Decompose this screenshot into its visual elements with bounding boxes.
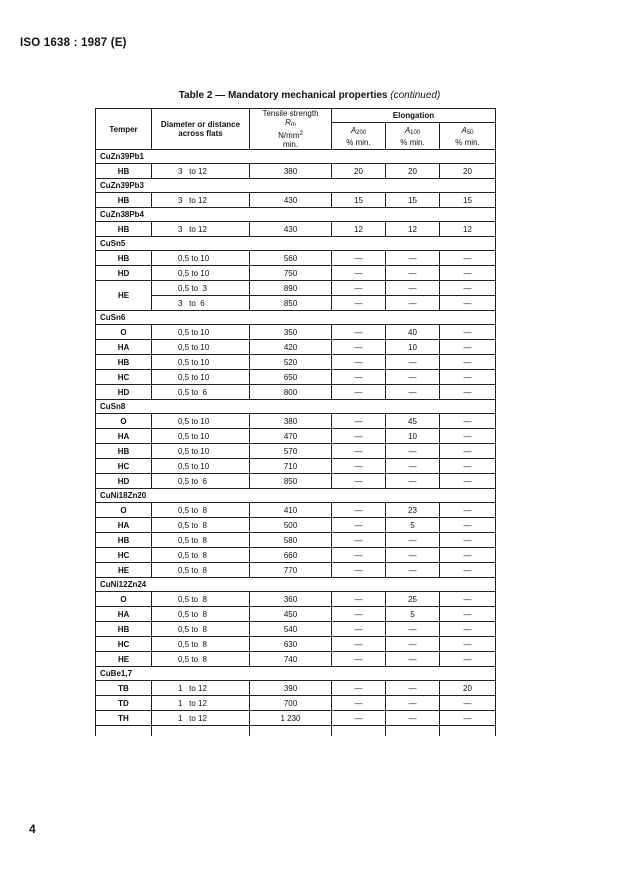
a100-cell: 10 bbox=[386, 429, 440, 444]
table-row bbox=[96, 266, 496, 281]
header-a100: A100 % min. bbox=[386, 123, 440, 150]
header-a200: A200 % min. bbox=[332, 123, 386, 150]
a200-cell: — bbox=[332, 340, 386, 355]
alloy-row bbox=[96, 489, 496, 503]
temper-cell: HE bbox=[96, 652, 152, 667]
temper-cell: HE bbox=[96, 563, 152, 578]
table-row bbox=[96, 296, 496, 311]
a50-cell: 20 bbox=[440, 681, 496, 696]
temper-cell: HE bbox=[96, 281, 152, 311]
a50-cell: — bbox=[440, 340, 496, 355]
alloy-designation: CuSn8 bbox=[96, 400, 496, 414]
a50-cell: — bbox=[440, 533, 496, 548]
a100-cell: — bbox=[386, 251, 440, 266]
a200-cell: — bbox=[332, 607, 386, 622]
table-title: Table 2 — Mandatory mechanical properties bbox=[178, 90, 388, 101]
diameter-cell: 3 to 6 bbox=[152, 296, 250, 311]
temper-cell: HA bbox=[96, 518, 152, 533]
a50-cell: — bbox=[440, 370, 496, 385]
alloy-row bbox=[96, 400, 496, 414]
alloy-row bbox=[96, 578, 496, 592]
diameter-cell: 3 to 12 bbox=[152, 193, 250, 208]
a200-cell: — bbox=[332, 370, 386, 385]
a100-cell: — bbox=[386, 296, 440, 311]
a50-cell: — bbox=[440, 592, 496, 607]
tensile-cell: 800 bbox=[250, 385, 332, 400]
a50-cell: — bbox=[440, 563, 496, 578]
tensile-cell: 380 bbox=[250, 414, 332, 429]
temper-cell: TH bbox=[96, 711, 152, 726]
a200-cell: — bbox=[332, 459, 386, 474]
table-row bbox=[96, 681, 496, 696]
a200-cell: — bbox=[332, 503, 386, 518]
a200-cell: — bbox=[332, 711, 386, 726]
diameter-cell: 0,5 to 10 bbox=[152, 459, 250, 474]
alloy-row bbox=[96, 311, 496, 325]
a200-cell: 12 bbox=[332, 222, 386, 237]
temper-cell: HB bbox=[96, 622, 152, 637]
a100-cell: — bbox=[386, 355, 440, 370]
alloy-designation: CuZn39Pb1 bbox=[96, 150, 496, 164]
tensile-cell: 770 bbox=[250, 563, 332, 578]
document-id: ISO 1638 : 1987 (E) bbox=[20, 37, 127, 49]
a200-cell: — bbox=[332, 518, 386, 533]
a200-cell: — bbox=[332, 444, 386, 459]
table-row bbox=[96, 355, 496, 370]
temper-cell: O bbox=[96, 325, 152, 340]
diameter-cell: 0,5 to 8 bbox=[152, 592, 250, 607]
empty-cell bbox=[386, 726, 440, 737]
header-a50: A50 % min. bbox=[440, 123, 496, 150]
header-tensile-symbol: Rm bbox=[285, 118, 296, 128]
a50-cell: — bbox=[440, 414, 496, 429]
a50-cell: — bbox=[440, 637, 496, 652]
a50-cell: — bbox=[440, 355, 496, 370]
temper-cell: HB bbox=[96, 164, 152, 179]
empty-cell bbox=[96, 726, 152, 737]
tensile-cell: 350 bbox=[250, 325, 332, 340]
diameter-cell: 1 to 12 bbox=[152, 711, 250, 726]
tensile-cell: 470 bbox=[250, 429, 332, 444]
diameter-cell: 0,5 to 10 bbox=[152, 340, 250, 355]
a200-cell: — bbox=[332, 414, 386, 429]
table-row bbox=[96, 222, 496, 237]
a100-cell: — bbox=[386, 474, 440, 489]
temper-cell: HB bbox=[96, 444, 152, 459]
mechanical-properties-table bbox=[95, 108, 496, 736]
a200-cell: — bbox=[332, 251, 386, 266]
a100-cell: 5 bbox=[386, 607, 440, 622]
table-row bbox=[96, 503, 496, 518]
alloy-designation: CuSn5 bbox=[96, 237, 496, 251]
a200-cell: 15 bbox=[332, 193, 386, 208]
a200-cell: — bbox=[332, 637, 386, 652]
diameter-cell: 0,5 to 10 bbox=[152, 444, 250, 459]
a50-cell: — bbox=[440, 518, 496, 533]
a50-cell: — bbox=[440, 281, 496, 296]
a100-cell: 20 bbox=[386, 164, 440, 179]
temper-cell: HC bbox=[96, 548, 152, 563]
diameter-cell: 0,5 to 8 bbox=[152, 563, 250, 578]
tensile-cell: 850 bbox=[250, 296, 332, 311]
diameter-cell: 0,5 to 10 bbox=[152, 429, 250, 444]
alloy-designation: CuZn39Pb3 bbox=[96, 179, 496, 193]
table-row bbox=[96, 563, 496, 578]
a200-cell: — bbox=[332, 592, 386, 607]
table-row bbox=[96, 444, 496, 459]
tensile-cell: 500 bbox=[250, 518, 332, 533]
a50-cell: — bbox=[440, 622, 496, 637]
a50-cell: — bbox=[440, 266, 496, 281]
header-tensile-strength bbox=[250, 109, 332, 150]
temper-cell: HC bbox=[96, 459, 152, 474]
a200-cell: — bbox=[332, 563, 386, 578]
temper-cell: HC bbox=[96, 370, 152, 385]
temper-cell: HA bbox=[96, 429, 152, 444]
tensile-cell: 630 bbox=[250, 637, 332, 652]
page-number: 4 bbox=[29, 822, 36, 836]
a50-cell: — bbox=[440, 296, 496, 311]
diameter-cell: 0,5 to 8 bbox=[152, 518, 250, 533]
diameter-cell: 0,5 to 10 bbox=[152, 414, 250, 429]
a200-cell: — bbox=[332, 385, 386, 400]
temper-cell: HB bbox=[96, 222, 152, 237]
table-row bbox=[96, 370, 496, 385]
alloy-designation: CuSn6 bbox=[96, 311, 496, 325]
a200-cell: — bbox=[332, 622, 386, 637]
a100-cell: — bbox=[386, 266, 440, 281]
table-row bbox=[96, 652, 496, 667]
a100-cell: — bbox=[386, 370, 440, 385]
temper-cell: HB bbox=[96, 533, 152, 548]
temper-cell: O bbox=[96, 414, 152, 429]
temper-cell: HB bbox=[96, 355, 152, 370]
a50-cell: — bbox=[440, 444, 496, 459]
diameter-cell: 0,5 to 8 bbox=[152, 533, 250, 548]
tensile-cell: 560 bbox=[250, 251, 332, 266]
tensile-cell: 740 bbox=[250, 652, 332, 667]
tensile-cell: 660 bbox=[250, 548, 332, 563]
a100-cell: — bbox=[386, 281, 440, 296]
a50-cell: — bbox=[440, 711, 496, 726]
empty-cell bbox=[332, 726, 386, 737]
tensile-cell: 390 bbox=[250, 681, 332, 696]
a100-cell: — bbox=[386, 652, 440, 667]
a100-cell: 45 bbox=[386, 414, 440, 429]
temper-cell: O bbox=[96, 503, 152, 518]
table-row bbox=[96, 696, 496, 711]
a50-cell: — bbox=[440, 325, 496, 340]
tensile-cell: 410 bbox=[250, 503, 332, 518]
tensile-cell: 360 bbox=[250, 592, 332, 607]
a200-cell: — bbox=[332, 474, 386, 489]
a200-cell: — bbox=[332, 325, 386, 340]
table-row bbox=[96, 281, 496, 296]
alloy-row bbox=[96, 208, 496, 222]
table-row bbox=[96, 533, 496, 548]
a50-cell: — bbox=[440, 474, 496, 489]
a100-cell: 12 bbox=[386, 222, 440, 237]
header-elongation: Elongation bbox=[332, 109, 496, 123]
tensile-cell: 540 bbox=[250, 622, 332, 637]
table-row bbox=[96, 592, 496, 607]
a200-cell: — bbox=[332, 681, 386, 696]
tensile-cell: 570 bbox=[250, 444, 332, 459]
tensile-cell: 1 230 bbox=[250, 711, 332, 726]
tensile-cell: 450 bbox=[250, 607, 332, 622]
table-body bbox=[96, 150, 496, 737]
table-row bbox=[96, 474, 496, 489]
a200-cell: — bbox=[332, 548, 386, 563]
empty-cell bbox=[152, 726, 250, 737]
temper-cell: HD bbox=[96, 266, 152, 281]
table-row bbox=[96, 414, 496, 429]
a200-cell: — bbox=[332, 266, 386, 281]
a100-cell: 23 bbox=[386, 503, 440, 518]
diameter-cell: 3 to 12 bbox=[152, 164, 250, 179]
a100-cell: — bbox=[386, 444, 440, 459]
diameter-cell: 0,5 to 8 bbox=[152, 637, 250, 652]
alloy-row bbox=[96, 179, 496, 193]
a100-cell: — bbox=[386, 711, 440, 726]
table-row bbox=[96, 711, 496, 726]
table-row bbox=[96, 548, 496, 563]
header-tensile-unit: $N/mm^2$ bbox=[278, 131, 303, 140]
alloy-row bbox=[96, 150, 496, 164]
table-row bbox=[96, 518, 496, 533]
a200-cell: — bbox=[332, 281, 386, 296]
a100-cell: — bbox=[386, 563, 440, 578]
tensile-cell: 580 bbox=[250, 533, 332, 548]
table-row bbox=[96, 429, 496, 444]
tensile-cell: 700 bbox=[250, 696, 332, 711]
table-continued-note: (continued) bbox=[390, 90, 441, 101]
temper-cell: HC bbox=[96, 637, 152, 652]
header-tensile-label: Tensile strength bbox=[262, 109, 319, 118]
table-row bbox=[96, 325, 496, 340]
a200-cell: — bbox=[332, 355, 386, 370]
a200-cell: 20 bbox=[332, 164, 386, 179]
diameter-cell: 0,5 to 10 bbox=[152, 355, 250, 370]
a100-cell: 15 bbox=[386, 193, 440, 208]
tensile-cell: 890 bbox=[250, 281, 332, 296]
tensile-cell: 750 bbox=[250, 266, 332, 281]
header-temper: Temper bbox=[96, 109, 152, 150]
a50-cell: 15 bbox=[440, 193, 496, 208]
a100-cell: — bbox=[386, 459, 440, 474]
a100-cell: — bbox=[386, 696, 440, 711]
alloy-designation: CuZn38Pb4 bbox=[96, 208, 496, 222]
table-caption bbox=[0, 90, 619, 101]
table-continuation-row bbox=[96, 726, 496, 737]
table-row bbox=[96, 459, 496, 474]
diameter-cell: 1 to 12 bbox=[152, 681, 250, 696]
diameter-cell: 0,5 to 10 bbox=[152, 325, 250, 340]
tensile-cell: 430 bbox=[250, 222, 332, 237]
empty-cell bbox=[250, 726, 332, 737]
a50-cell: 20 bbox=[440, 164, 496, 179]
temper-cell: TB bbox=[96, 681, 152, 696]
a100-cell: 40 bbox=[386, 325, 440, 340]
a50-cell: — bbox=[440, 607, 496, 622]
diameter-cell: 0,5 to 8 bbox=[152, 503, 250, 518]
tensile-cell: 650 bbox=[250, 370, 332, 385]
a50-cell: 12 bbox=[440, 222, 496, 237]
a100-cell: 10 bbox=[386, 340, 440, 355]
a200-cell: — bbox=[332, 652, 386, 667]
header-tensile-min: min. bbox=[282, 140, 299, 149]
table-row bbox=[96, 164, 496, 179]
temper-cell: HB bbox=[96, 251, 152, 266]
a50-cell: — bbox=[440, 429, 496, 444]
table-row bbox=[96, 340, 496, 355]
tensile-cell: 520 bbox=[250, 355, 332, 370]
diameter-cell: 0,5 to 10 bbox=[152, 251, 250, 266]
alloy-designation: CuBe1,7 bbox=[96, 667, 496, 681]
tensile-cell: 420 bbox=[250, 340, 332, 355]
a200-cell: — bbox=[332, 696, 386, 711]
a50-cell: — bbox=[440, 652, 496, 667]
temper-cell: TD bbox=[96, 696, 152, 711]
tensile-cell: 380 bbox=[250, 164, 332, 179]
tensile-cell: 850 bbox=[250, 474, 332, 489]
diameter-cell: 0,5 to 6 bbox=[152, 385, 250, 400]
diameter-cell: 3 to 12 bbox=[152, 222, 250, 237]
diameter-cell: 0,5 to 3 bbox=[152, 281, 250, 296]
alloy-designation: CuNi18Zn20 bbox=[96, 489, 496, 503]
a50-cell: — bbox=[440, 385, 496, 400]
a200-cell: — bbox=[332, 429, 386, 444]
alloy-designation: CuNi12Zn24 bbox=[96, 578, 496, 592]
alloy-row bbox=[96, 667, 496, 681]
diameter-cell: 0,5 to 8 bbox=[152, 607, 250, 622]
diameter-cell: 0,5 to 8 bbox=[152, 652, 250, 667]
diameter-cell: 0,5 to 10 bbox=[152, 370, 250, 385]
a100-cell: — bbox=[386, 533, 440, 548]
temper-cell: HB bbox=[96, 193, 152, 208]
tensile-cell: 430 bbox=[250, 193, 332, 208]
a100-cell: — bbox=[386, 548, 440, 563]
a100-cell: — bbox=[386, 622, 440, 637]
a200-cell: — bbox=[332, 296, 386, 311]
a50-cell: — bbox=[440, 503, 496, 518]
header-diameter: Diameter or distance across flats bbox=[152, 109, 250, 150]
diameter-cell: 0,5 to 6 bbox=[152, 474, 250, 489]
temper-cell: O bbox=[96, 592, 152, 607]
a100-cell: 25 bbox=[386, 592, 440, 607]
a100-cell: — bbox=[386, 385, 440, 400]
diameter-cell: 1 to 12 bbox=[152, 696, 250, 711]
diameter-cell: 0,5 to 8 bbox=[152, 548, 250, 563]
a50-cell: — bbox=[440, 459, 496, 474]
temper-cell: HD bbox=[96, 385, 152, 400]
table-row bbox=[96, 607, 496, 622]
diameter-cell: 0,5 to 8 bbox=[152, 622, 250, 637]
empty-cell bbox=[440, 726, 496, 737]
table-row bbox=[96, 637, 496, 652]
table-row bbox=[96, 251, 496, 266]
temper-cell: HA bbox=[96, 607, 152, 622]
table-row bbox=[96, 622, 496, 637]
tensile-cell: 710 bbox=[250, 459, 332, 474]
a100-cell: 5 bbox=[386, 518, 440, 533]
table-row bbox=[96, 385, 496, 400]
a100-cell: — bbox=[386, 681, 440, 696]
temper-cell: HA bbox=[96, 340, 152, 355]
diameter-cell: 0,5 to 10 bbox=[152, 266, 250, 281]
a50-cell: — bbox=[440, 696, 496, 711]
temper-cell: HD bbox=[96, 474, 152, 489]
a100-cell: — bbox=[386, 637, 440, 652]
table-row bbox=[96, 193, 496, 208]
a50-cell: — bbox=[440, 251, 496, 266]
a200-cell: — bbox=[332, 533, 386, 548]
alloy-row bbox=[96, 237, 496, 251]
a50-cell: — bbox=[440, 548, 496, 563]
